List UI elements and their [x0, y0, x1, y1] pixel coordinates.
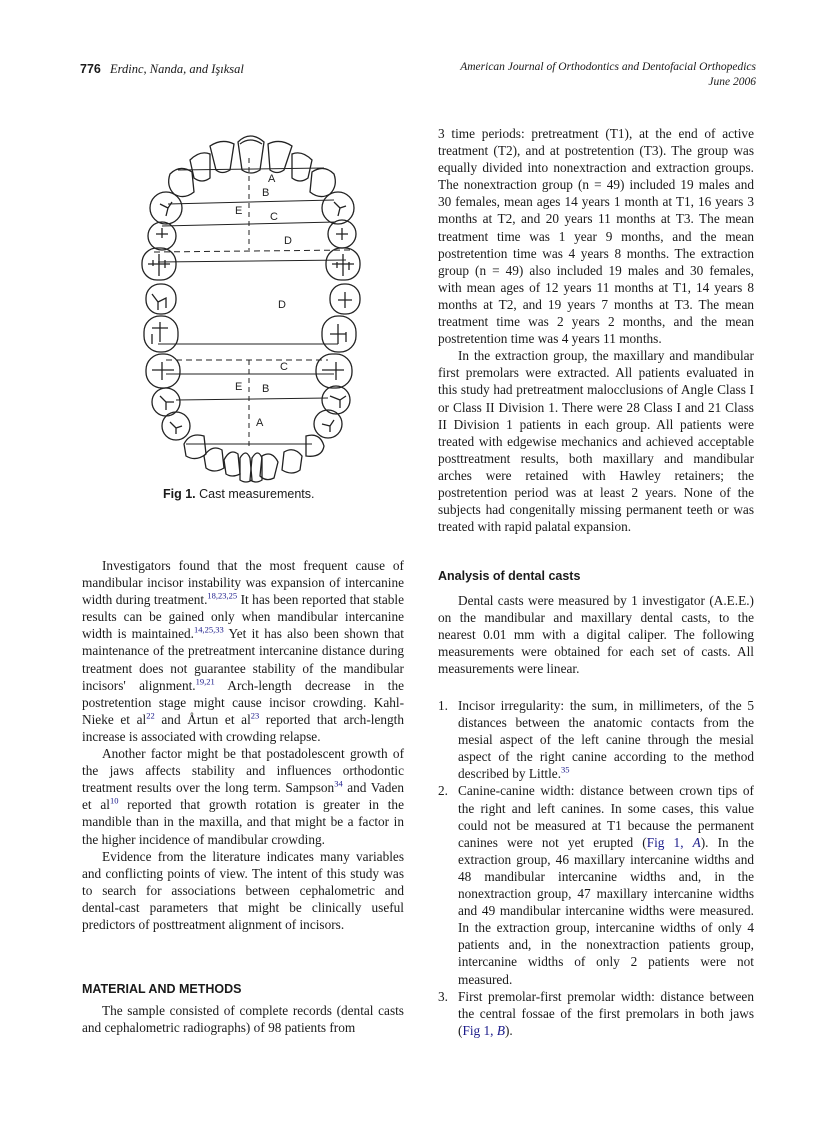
paragraph-time-periods: 3 time periods: pretreatment (T1), at the end of active treatment (T2), and at postretention (T3). The group was equally divided into nonextraction and extraction groups. The nonextraction group (n = 49) included 19 males and 30 females, mean ages 14 years 1 month at T1, 16 years 3 months at T2, and 20 years 11 months at T3. The mean treatment time was 1 year 9 months, and the mean postretention time was 4 years 8 months. The extraction group (n = 49) also included 19 males and 30 females, with mean ages of 12 years 11 months at T1, 14 years 8 months at T2, and 19 years 7 months at T3. The mean treatment time was 2 years 2 months, and the mean postretention time was 4 years 11 months.: [438, 126, 754, 347]
svg-text:E: E: [235, 205, 243, 217]
left-column-intro: [82, 557, 404, 933]
dental-arch-diagram: [138, 124, 368, 494]
citation-link[interactable]: 10: [109, 795, 119, 806]
paragraph-analysis: Dental casts were measured by 1 investigator (A.E.E.) on the mandibular and maxillary dental casts, to the nearest 0.01 mm with a digital caliper. The following measurements were obtained for each set of casts. All measurements were linear.: [438, 593, 754, 677]
measurement-item: 2. Canine-canine width: distance between crown tips of the right and left canines. In some cases, this value could not be measured at T1 because the permanent canines were not yet erupted (Fig 1, A). In the extraction group, 46 maxillary intercanine widths and 48 mandibular intercanine widths and, in the nonextraction group, 47 maxillary intercanine widths and 49 mandibular intercanine widths were measured. In the extraction group, intercanine widths of only 4 patients and, in the nonextraction patients group, intercanine widths of only 2 patients were not measured.: [438, 783, 754, 987]
citation-link[interactable]: 35: [561, 764, 570, 775]
running-authors: Erdinc, Nanda, and Işıksal: [109, 62, 244, 76]
citation-link[interactable]: 19,21: [195, 676, 215, 687]
left-column-methods: [82, 1002, 404, 1036]
figure-cast-measurements: [138, 124, 368, 504]
section-heading-analysis: Analysis of dental casts: [438, 569, 581, 583]
paragraph-growth: Another factor might be that postadolescent growth of the jaws affects stability and influences orthodontic treatment results over the long term. Sampson$^{34}$ and Vaden et $al^{10}$ reported that growth rotation is greater in the mandible than in the maxilla, and that might be a factor in the higher incidence of mandibular crowding.: [82, 746, 404, 847]
svg-text:E: E: [235, 381, 243, 393]
citation-link[interactable]: 22: [146, 710, 155, 721]
figure-label: Fig 1.: [163, 487, 196, 501]
svg-text:B: B: [262, 383, 270, 395]
running-header-left: [80, 62, 244, 77]
page-number: 776: [80, 62, 101, 76]
svg-text:D: D: [284, 235, 292, 247]
citation-link[interactable]: 23: [250, 710, 260, 721]
citation-link[interactable]: 34: [334, 778, 343, 789]
svg-text:C: C: [270, 211, 278, 223]
paragraph-sample: The sample consisted of complete records (dental casts and cephalometric radiographs) of 98 patients from: [82, 1003, 404, 1036]
mandibular-measurement-lines: [158, 344, 338, 446]
maxillary-arch: [142, 136, 360, 314]
figure-caption-text: Cast measurements.: [199, 487, 315, 501]
figure-link[interactable]: Fig 1, A: [646, 834, 701, 850]
right-column-analysis: [438, 592, 754, 677]
section-heading-methods: MATERIAL AND METHODS: [82, 982, 242, 996]
svg-text:A: A: [268, 173, 276, 185]
svg-text:C: C: [280, 361, 288, 373]
paragraph-intent: Evidence from the literature indicates many variables and conflicting points of view. The intent of this study was to search for associations between cephalometric and dental-cast parameters that might be clinically useful predictors of posttreatment alignment of incisors.: [82, 848, 404, 932]
paragraph-intercanine: Investigators found that the most frequent cause of mandibular incisor instability was expansion of intercanine width during treatment.$^{18,23,25}$ It has been reported that stable results can be gained only when mandibular intercanine width is maintained.$^{14,25,33}$ Yet it has also been shown that maintenance of the pretreatment intercanine distance during treatment does not guarantee stability of the mandibular incisors' alignment.$^{19,21}$ Arch-length decrease in the postretention stage might cause incisor crowding. Kahl-Nieke et $al^{22}$ and Årtun et $al^{23}$ reported that arch-length increase is associated with crowding relapse.: [82, 558, 404, 744]
svg-text:B: B: [262, 187, 270, 199]
figure-caption: [163, 487, 314, 501]
right-column-sample: [438, 125, 754, 535]
figure-link[interactable]: Fig 1, B: [462, 1022, 505, 1038]
issue-date: June 2006: [708, 76, 756, 88]
measurement-list: [438, 697, 754, 1039]
svg-text:D: D: [278, 299, 286, 311]
journal-title: American Journal of Orthodontics and Dentofacial Orthopedics: [460, 61, 756, 73]
svg-text:A: A: [256, 417, 264, 429]
citation-link[interactable]: 14,25,33: [194, 624, 224, 635]
measurement-item: 3. First premolar-first premolar width: distance between the central fossae of the first premolars in both jaws (Fig 1, B).: [438, 988, 754, 1038]
running-header-right: [460, 60, 756, 90]
paragraph-extraction: In the extraction group, the maxillary and mandibular first premolars were extracted. All patients evaluated in this study had pretreatment malocclusions of Angle Class I or Class II Division 1. There were 28 Class I and 21 Class II Division 1 patients in each group. All patients were treated with edgewise mechanics and achieved acceptable posttreatment results, both maxillary and mandibular arches were retained with Hawley retainers; the postretention period was at least 2 years. None of the subjects had congenitally missing permanent teeth or was treated with rapid palatal expansion.: [438, 348, 754, 535]
measurement-item: 1. Incisor irregularity: the sum, in millimeters, of the 5 distances between the anatomic contacts from the mesial aspect of the left canine through the mesial aspect of the right canine according to the method described by Little.$^{35}$: [438, 698, 754, 782]
citation-link[interactable]: 18,23,25: [207, 590, 238, 601]
